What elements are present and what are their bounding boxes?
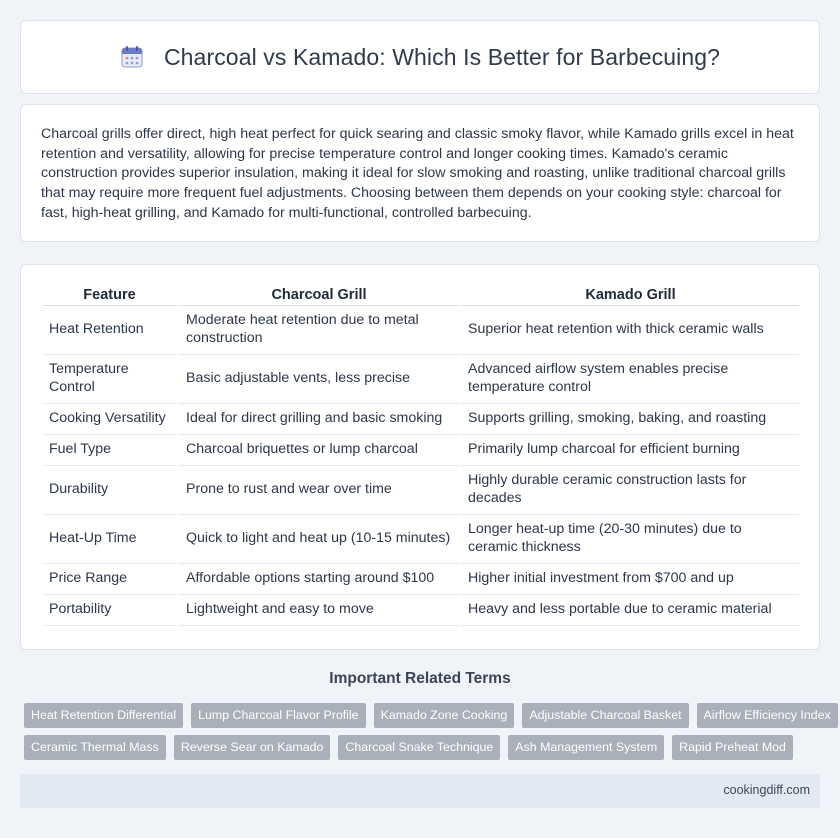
- intro-card: [20, 104, 820, 242]
- cell-kamado: Highly durable ceramic construction lasts for decades: [458, 466, 799, 515]
- cell-feature: Fuel Type: [43, 435, 176, 466]
- table-row: [43, 595, 799, 626]
- calendar-icon: [120, 45, 144, 69]
- related-term-tag[interactable]: Heat Retention Differential: [24, 703, 183, 728]
- table-header-row: [43, 281, 799, 306]
- table-row: [43, 435, 799, 466]
- cell-feature: Heat Retention: [43, 306, 176, 355]
- table-row: [43, 466, 799, 515]
- footer-bar: [20, 774, 820, 808]
- related-term-tag[interactable]: Lump Charcoal Flavor Profile: [191, 703, 365, 728]
- cell-charcoal: Ideal for direct grilling and basic smoking: [176, 404, 458, 435]
- header-card: [20, 20, 820, 94]
- cell-kamado: Primarily lump charcoal for efficient burning: [458, 435, 799, 466]
- related-terms-row: [24, 703, 838, 728]
- header-charcoal: Charcoal Grill: [176, 281, 458, 306]
- cell-feature: Price Range: [43, 564, 176, 595]
- related-term-tag[interactable]: Ash Management System: [508, 735, 664, 760]
- related-term-tag[interactable]: Charcoal Snake Technique: [338, 735, 500, 760]
- cell-kamado: Supports grilling, smoking, baking, and roasting: [458, 404, 799, 435]
- cell-charcoal: Moderate heat retention due to metal construction: [176, 306, 458, 355]
- intro-paragraph: Charcoal grills offer direct, high heat perfect for quick searing and classic smoky flavor, while Kamado grills excel in heat retention and versatility, allowing for precise temperature control and longer cooking times. Kamado's ceramic construction provides superior insulation, making it ideal for slow smoking and roasting, unlike traditional charcoal grills that may require more frequent fuel adjustments. Choosing between them depends on your cooking style: charcoal for fast, high-heat grilling, and Kamado for multi-functional, controlled barbecuing.: [41, 126, 794, 221]
- page-title: Charcoal vs Kamado: Which Is Better for Barbecuing?: [163, 43, 721, 70]
- table-row: [43, 515, 799, 564]
- cell-feature: Cooking Versatility: [43, 404, 176, 435]
- cell-kamado: Higher initial investment from $700 and up: [458, 564, 799, 595]
- header-kamado: Kamado Grill: [458, 281, 799, 306]
- cell-kamado: Advanced airflow system enables precise temperature control: [458, 355, 799, 404]
- cell-kamado: Heavy and less portable due to ceramic material: [458, 595, 799, 626]
- table-row: [43, 404, 799, 435]
- cell-charcoal: Quick to light and heat up (10-15 minutes): [176, 515, 458, 564]
- related-term-tag[interactable]: Rapid Preheat Mod: [672, 735, 793, 760]
- table-row: [43, 355, 799, 404]
- cell-charcoal: Lightweight and easy to move: [176, 595, 458, 626]
- footer-domain-link[interactable]: cookingdiff.com: [723, 783, 810, 797]
- cell-charcoal: Affordable options starting around $100: [176, 564, 458, 595]
- cell-charcoal: Charcoal briquettes or lump charcoal: [176, 435, 458, 466]
- related-term-tag[interactable]: Airflow Efficiency Index: [697, 703, 838, 728]
- comparison-table-card: [20, 264, 820, 650]
- header-feature: Feature: [43, 281, 176, 306]
- cell-feature: Heat-Up Time: [43, 515, 176, 564]
- cell-feature: Portability: [43, 595, 176, 626]
- cell-kamado: Superior heat retention with thick ceramic walls: [458, 306, 799, 355]
- related-term-tag[interactable]: Ceramic Thermal Mass: [24, 735, 166, 760]
- cell-kamado: Longer heat-up time (20-30 minutes) due to ceramic thickness: [458, 515, 799, 564]
- table-row: [43, 306, 799, 355]
- cell-charcoal: Prone to rust and wear over time: [176, 466, 458, 515]
- cell-charcoal: Basic adjustable vents, less precise: [176, 355, 458, 404]
- cell-feature: Durability: [43, 466, 176, 515]
- related-terms-title: Important Related Terms: [329, 670, 511, 687]
- related-term-tag[interactable]: Kamado Zone Cooking: [374, 703, 515, 728]
- comparison-table: [43, 281, 799, 626]
- table-row: [43, 564, 799, 595]
- related-term-tag[interactable]: Reverse Sear on Kamado: [174, 735, 331, 760]
- related-terms-row: [24, 735, 793, 760]
- related-term-tag[interactable]: Adjustable Charcoal Basket: [522, 703, 688, 728]
- cell-feature: Temperature Control: [43, 355, 176, 404]
